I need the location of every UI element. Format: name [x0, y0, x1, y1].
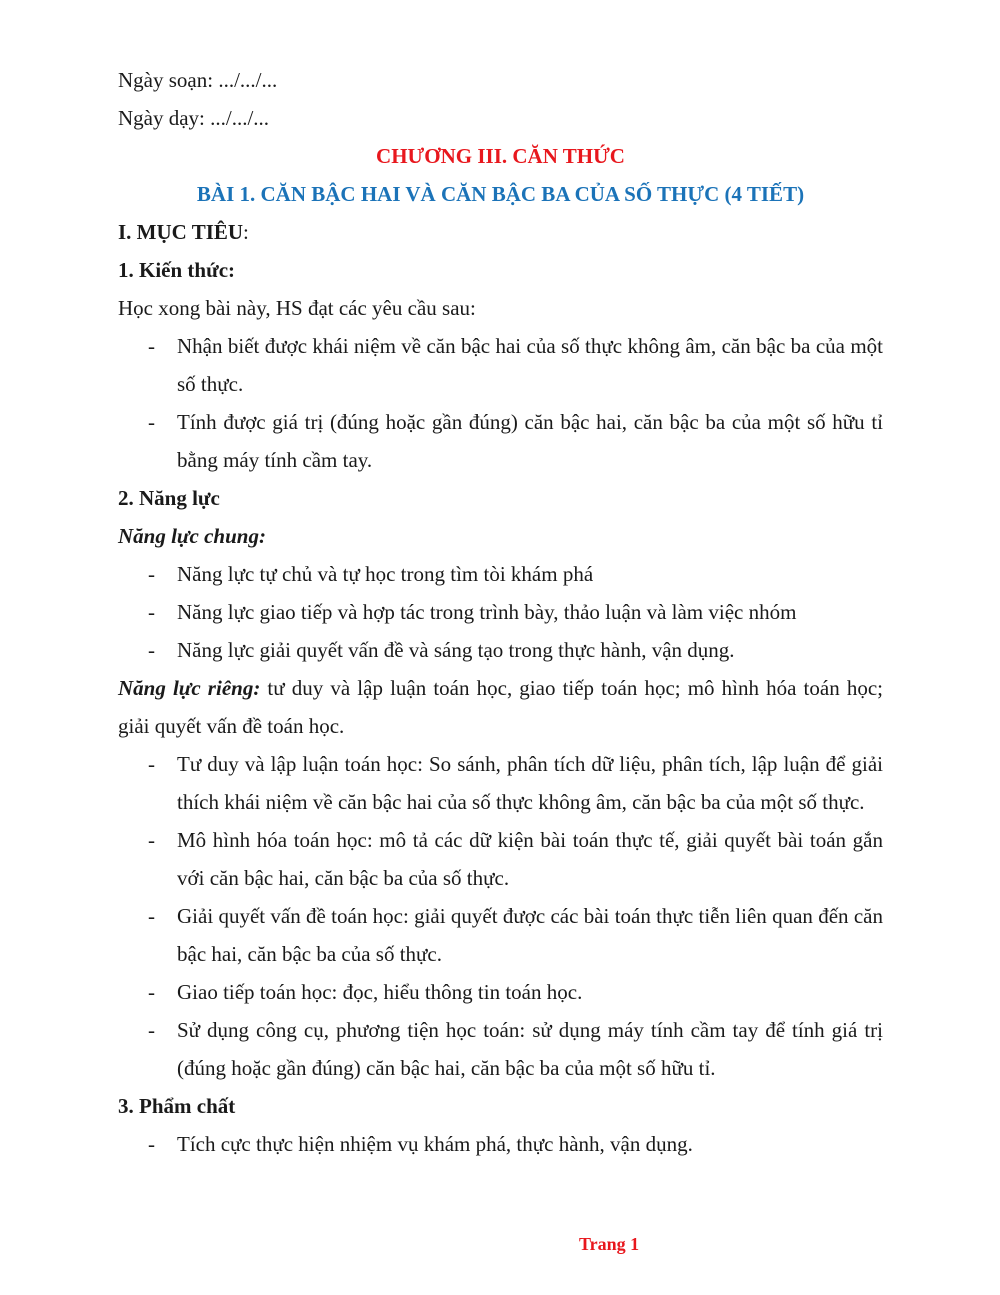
chapter-title: CHƯƠNG III. CĂN THỨC — [376, 144, 625, 168]
list-item-text: Năng lực giao tiếp và hợp tác trong trình bày, thảo luận và làm việc nhóm — [177, 600, 797, 624]
page-content — [118, 61, 883, 1163]
bullet-dash: - — [148, 600, 155, 624]
page-number: Trang 1 — [579, 1234, 640, 1254]
bullet-dash: - — [148, 1132, 155, 1156]
date-taught: Ngày dạy: .../.../... — [118, 106, 270, 130]
list-item-text: Mô hình hóa toán học: mô tả các dữ kiện bài toán thực tế, giải quyết bài toán gắn với căn bậc hai, căn bậc ba của số thực. — [177, 828, 883, 890]
list-item — [118, 973, 883, 1011]
specific-competence-heading: Năng lực riêng: — [118, 676, 261, 700]
objectives-colon: : — [243, 220, 249, 244]
list-item — [118, 821, 883, 897]
bullet-dash: - — [148, 980, 155, 1004]
bullet-dash: - — [148, 410, 155, 434]
list-item — [118, 745, 883, 821]
list-item — [118, 593, 883, 631]
bullet-dash: - — [148, 1018, 155, 1042]
list-item-text: Tư duy và lập luận toán học: So sánh, phân tích dữ liệu, phân tích, lập luận để giải thích khái niệm về căn bậc hai của số thực không âm, căn bậc ba của một số thực. — [177, 752, 883, 814]
list-item — [118, 1125, 883, 1163]
list-item — [118, 403, 883, 479]
specific-competence-paragraph — [118, 669, 883, 745]
list-item-text: Giải quyết vấn đề toán học: giải quyết được các bài toán thực tiễn liên quan đến căn bậc hai, căn bậc ba của số thực. — [177, 904, 883, 966]
bullet-dash: - — [148, 562, 155, 586]
specific-competence-text: tư duy và lập luận toán học, giao tiếp toán học; mô hình hóa toán học; giải quyết vấn đề toán học. — [118, 676, 883, 738]
list-item — [118, 631, 883, 669]
list-item-text: Nhận biết được khái niệm về căn bậc hai của số thực không âm, căn bậc ba của một số thực. — [177, 334, 883, 396]
list-item — [118, 327, 883, 403]
list-item-text: Sử dụng công cụ, phương tiện học toán: sử dụng máy tính cầm tay để tính giá trị (đúng hoặc gần đúng) căn bậc hai, căn bậc ba của một số hữu tỉ. — [177, 1018, 883, 1080]
list-item-text: Năng lực tự chủ và tự học trong tìm tòi khám phá — [177, 562, 594, 586]
knowledge-heading: 1. Kiến thức: — [118, 258, 236, 282]
qualities-heading: 3. Phẩm chất — [118, 1094, 236, 1118]
list-item-text: Giao tiếp toán học: đọc, hiểu thông tin toán học. — [177, 980, 583, 1004]
list-item-text: Tích cực thực hiện nhiệm vụ khám phá, thực hành, vận dụng. — [177, 1132, 693, 1156]
lesson-title: BÀI 1. CĂN BẬC HAI VÀ CĂN BẬC BA CỦA SỐ THỰC (4 TIẾT) — [196, 182, 805, 206]
bullet-dash: - — [148, 638, 155, 662]
list-item-text: Năng lực giải quyết vấn đề và sáng tạo trong thực hành, vận dụng. — [177, 638, 735, 662]
objectives-title: I. MỤC TIÊU — [118, 220, 244, 244]
bullet-dash: - — [148, 752, 155, 776]
date-prepared: Ngày soạn: .../.../... — [118, 68, 278, 92]
general-competence-heading: Năng lực chung: — [118, 524, 266, 548]
bullet-dash: - — [148, 828, 155, 852]
bullet-dash: - — [148, 334, 155, 358]
list-item — [118, 1011, 883, 1087]
list-item-text: Tính được giá trị (đúng hoặc gần đúng) căn bậc hai, căn bậc ba của một số hữu tỉ bằng máy tính cầm tay. — [177, 410, 883, 472]
knowledge-intro: Học xong bài này, HS đạt các yêu cầu sau: — [118, 296, 476, 320]
bullet-dash: - — [148, 904, 155, 928]
list-item — [118, 555, 883, 593]
list-item — [118, 897, 883, 973]
competence-heading: 2. Năng lực — [118, 486, 220, 510]
objectives-heading — [118, 213, 883, 251]
